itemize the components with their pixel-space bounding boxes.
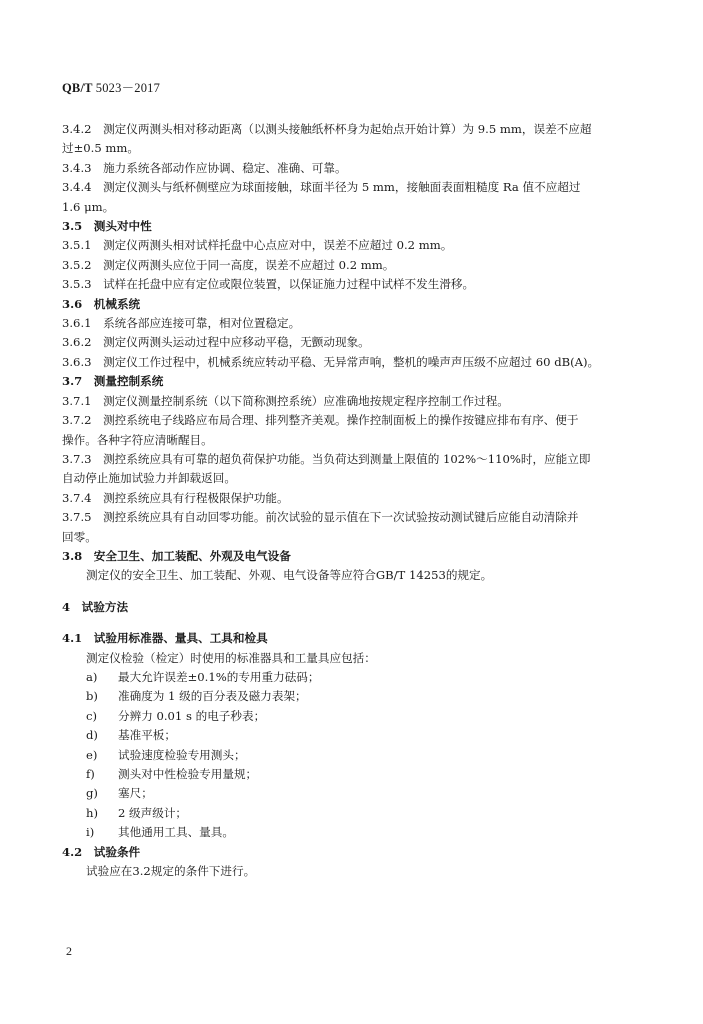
section-heading: 3.6 机械系统	[62, 296, 141, 311]
section-heading: 3.8 安全卫生、加工装配、外观及电气设备	[62, 548, 291, 563]
list-item	[62, 784, 644, 803]
list-item	[62, 765, 644, 784]
section-heading: 4 试验方法	[62, 599, 129, 614]
text-line: 测定仪检验（检定）时使用的标准器具和工量具应包括：	[86, 650, 376, 665]
list-item-label: b)	[86, 689, 98, 704]
document-body	[62, 120, 644, 881]
page-number: 2	[66, 944, 72, 958]
list-item	[62, 823, 644, 842]
list-item	[62, 707, 644, 726]
text-line: 3.5.2 测定仪两测头应位于同一高度，误差不应超过 0.2 mm。	[62, 257, 395, 272]
section-spacer	[62, 586, 644, 598]
list-item-text: 2 级声级计；	[118, 805, 188, 820]
text-line: 3.7.1 测定仪测量控制系统（以下简称测控系统）应准确地按规定程序控制工作过程。	[62, 393, 509, 408]
text-line: 3.5.1 测定仪两测头相对试样托盘中心点应对中，误差不应超过 0.2 mm。	[62, 238, 453, 253]
list-item-text: 基准平板；	[118, 728, 176, 743]
text-line: 自动停止施加试验力并卸载返回。	[62, 471, 236, 486]
section-heading: 4.1 试验用标准器、量具、工具和检具	[62, 631, 268, 646]
list-item	[62, 668, 644, 687]
list-item-label: e)	[86, 747, 98, 762]
section-heading: 4.2 试验条件	[62, 844, 141, 859]
list-item-label: a)	[86, 669, 98, 684]
text-line: 3.4.3 施力系统各部动作应协调、稳定、准确、可靠。	[62, 160, 347, 175]
text-line: 3.7.2 测控系统电子线路应布局合理、排列整齐美观。操作控制面板上的操作按键应排布有序、便于	[62, 413, 579, 428]
section-heading: 3.5 测头对中性	[62, 219, 152, 234]
list-item-text: 最大允许误差±0.1%的专用重力砝码；	[118, 669, 320, 684]
list-item	[62, 687, 644, 706]
text-line: 过±0.5 mm。	[62, 141, 140, 156]
standard-number: 5023－2017	[95, 81, 161, 95]
section-heading: 3.7 测量控制系统	[62, 374, 164, 389]
text-line: 3.4.4 测定仪测头与纸杯侧壁应为球面接触，球面半径为 5 mm，接触面表面粗糙度 Ra 值不应超过	[62, 180, 581, 195]
list-item-text: 分辨力 0.01 s 的电子秒表；	[118, 708, 266, 723]
text-line: 3.6.1 系统各部应连接可靠，相对位置稳定。	[62, 316, 301, 331]
text-line: 3.7.3 测控系统应具有可靠的超负荷保护功能。当负荷达到测量上限值的 102%～110%时，应能立即	[62, 451, 591, 466]
list-item-label: c)	[86, 708, 98, 723]
list-item-label: f)	[86, 767, 95, 781]
text-line: 测定仪的安全卫生、加工装配、外观、电气设备等应符合GB/T 14253的规定。	[86, 568, 493, 583]
list-item-text: 准确度为 1 级的百分表及磁力表架；	[118, 689, 307, 704]
text-line: 3.6.2 测定仪两测头运动过程中应移动平稳，无颤动现象。	[62, 335, 370, 350]
list-item	[62, 726, 644, 745]
list-item-text: 塞尺；	[118, 786, 153, 801]
text-line: 试验应在3.2规定的条件下进行。	[86, 864, 256, 879]
list-item-text: 试验速度检验专用测头；	[118, 747, 246, 762]
text-line: 1.6 μm。	[62, 199, 115, 214]
text-line: 3.5.3 试样在托盘中应有定位或限位装置，以保证施力过程中试样不发生滑移。	[62, 277, 475, 292]
text-line: 回零。	[62, 529, 97, 544]
text-line: 3.7.4 测控系统应具有行程极限保护功能。	[62, 490, 289, 505]
section-spacer	[62, 617, 644, 629]
document-header	[62, 78, 160, 96]
list-item-label: d)	[86, 728, 98, 743]
list-item	[62, 746, 644, 765]
list-item-label: g)	[86, 786, 98, 801]
text-line: 3.4.2 测定仪两测头相对移动距离（以测头接触纸杯杯身为起始点开始计算）为 9.5 mm，误差不应超	[62, 122, 592, 136]
list-item	[62, 804, 644, 823]
list-item-label: h)	[86, 805, 98, 820]
list-item-label: i)	[86, 825, 95, 840]
list-item-text: 测头对中性检验专用量规；	[118, 767, 258, 781]
text-line: 3.6.3 测定仪工作过程中，机械系统应转动平稳、无异常声响，整机的噪声声压级不应超过 60 dB(A)。	[62, 354, 600, 369]
standard-code: QB/T	[62, 81, 93, 95]
text-line: 操作。各种字符应清晰醒目。	[62, 432, 213, 447]
text-line: 3.7.5 测控系统应具有自动回零功能。前次试验的显示值在下一次试验按动测试键后应能自动清除并	[62, 510, 579, 525]
list-item-text: 其他通用工具、量具。	[118, 825, 234, 840]
